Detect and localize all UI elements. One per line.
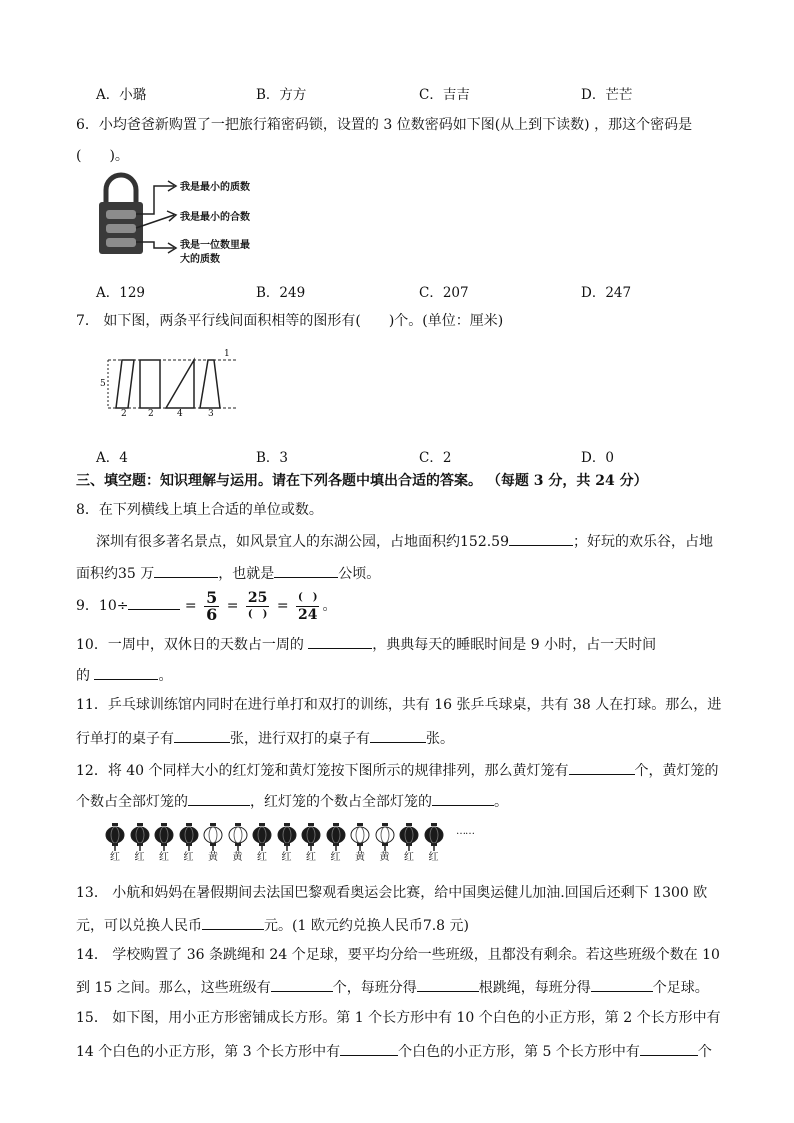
lantern-icon xyxy=(202,822,224,852)
height-label: 5 xyxy=(100,379,106,389)
lantern-icon xyxy=(374,822,396,852)
lantern-icon xyxy=(398,822,420,852)
lantern-label: 黄 xyxy=(232,852,243,863)
q7-option-c[interactable]: C．2 xyxy=(419,450,452,466)
fraction-25-num: 25 xyxy=(247,589,268,606)
q11-text-1: 行单打的桌子有 xyxy=(76,731,174,747)
q6-answer-paren: ( )。 xyxy=(76,148,129,164)
lantern-label: 红 xyxy=(428,852,439,863)
lantern-icon xyxy=(276,822,298,852)
lock-figure xyxy=(96,172,276,264)
q14-text-2: 个，每班分得 xyxy=(332,980,417,996)
lantern-icon xyxy=(325,822,347,852)
lantern-label: 黄 xyxy=(355,852,365,863)
q6-options xyxy=(96,281,736,301)
q14-blank-3[interactable] xyxy=(591,976,653,992)
lantern-label: 红 xyxy=(183,852,194,863)
q8-text-4: ，也就是 xyxy=(218,566,275,582)
q11-blank-2[interactable] xyxy=(370,727,426,743)
q12-line-2 xyxy=(76,790,508,812)
fraction-5-6-num: 5 xyxy=(206,587,218,607)
bottom-label-1: 2 xyxy=(121,409,127,419)
lantern-label: 红 xyxy=(110,852,120,863)
lantern-icon xyxy=(153,822,175,852)
q10-text-4: 。 xyxy=(158,668,173,684)
lantern-icon xyxy=(129,822,151,852)
q14-question: 14． 学校购置了 36 条跳绳和 24 个足球，要平均分给一些班级，且都没有剩余。若这些班级个数在 10 xyxy=(76,947,720,963)
q5-option-b[interactable]: B．方方 xyxy=(256,87,307,103)
q15-question: 15． 如下图，用小正方形密铺成长方形。第 1 个长方形中有 10 个白色的小正方形，第 2 个长方形中有 xyxy=(76,1010,721,1026)
q13-blank-1[interactable] xyxy=(202,914,264,930)
q8-text-5: 公顷。 xyxy=(338,566,381,582)
q12-blank-2[interactable] xyxy=(188,790,250,806)
q9-lead: 9．10÷ xyxy=(76,598,129,614)
fraction-24-den: 24 xyxy=(298,606,318,623)
q5-option-a[interactable]: A．小璐 xyxy=(96,87,147,103)
red-lantern xyxy=(104,822,126,866)
q9-equation xyxy=(76,588,336,624)
top-label: 1 xyxy=(224,349,230,359)
lantern-icon xyxy=(227,822,249,852)
q7-option-d[interactable]: D．0 xyxy=(581,450,614,466)
q12-text-5: 。 xyxy=(494,794,508,810)
q15-text-1: 14 个白色的小正方形，第 3 个长方形中有 xyxy=(76,1044,341,1060)
section-3-heading: 三、填空题：知识理解与运用。请在下列各题中填出合适的答案。 （每题 3 分，共 24 分） xyxy=(76,473,648,489)
fraction-5-6 xyxy=(204,587,219,624)
q6-question: 6．小均爸爸新购置了一把旅行箱密码锁，设置的 3 位数密码如下图(从上到下读数) ，那这个密码是 xyxy=(76,117,693,133)
yellow-lantern xyxy=(202,822,224,866)
q12-text-1: 12．将 40 个同样大小的红灯笼和黄灯笼按下图所示的规律排列，那么黄灯笼有 xyxy=(76,763,569,779)
q8-question: 8．在下列横线上填上合适的单位或数。 xyxy=(76,502,323,518)
q13-text-1: 元，可以兑换人民币 xyxy=(76,918,202,934)
lantern-icon xyxy=(251,822,273,852)
yellow-lantern xyxy=(374,822,396,866)
q6-option-d[interactable]: D．247 xyxy=(581,285,632,301)
q7-question: 7． 如下图，两条平行线间面积相等的图形有( )个。(单位：厘米) xyxy=(76,313,504,329)
q7-options xyxy=(96,446,736,466)
q8-line-2 xyxy=(96,530,713,552)
q10-text-2: ，典典每天的睡眠时间是 9 小时，占一天时间 xyxy=(372,637,657,653)
q6-option-a[interactable]: A．129 xyxy=(96,285,146,301)
lantern-label: 红 xyxy=(159,852,169,863)
lantern-label: 黄 xyxy=(379,852,390,863)
q9-eq-3: = xyxy=(276,598,289,614)
yellow-lantern xyxy=(349,822,371,866)
yellow-lantern xyxy=(227,822,249,866)
q12-text-4: ，红灯笼的个数占全部灯笼的 xyxy=(250,794,432,810)
q14-blank-1[interactable] xyxy=(271,976,333,992)
lantern-label: 红 xyxy=(404,852,414,863)
red-lantern xyxy=(398,822,420,866)
q11-text-3: 张。 xyxy=(426,731,454,747)
lock-label-1: 我是最小的质数 xyxy=(180,182,250,193)
q11-blank-1[interactable] xyxy=(174,727,230,743)
lock-label-2: 我是最小的合数 xyxy=(180,212,250,223)
q15-blank-2[interactable] xyxy=(640,1040,698,1056)
fraction-5-6-den: 6 xyxy=(206,604,218,624)
lock-label-4: 大的质数 xyxy=(180,254,220,265)
red-lantern xyxy=(178,822,200,866)
fraction-25-x xyxy=(246,590,269,623)
q10-blank-1[interactable] xyxy=(308,633,372,649)
lantern-label: 红 xyxy=(281,852,292,863)
q14-text-4: 个足球。 xyxy=(652,980,709,996)
q10-line-1 xyxy=(76,633,656,655)
red-lantern xyxy=(325,822,347,866)
q5-option-d[interactable]: D．芒芒 xyxy=(581,87,633,103)
q12-text-3: 个数占全部灯笼的 xyxy=(76,794,188,810)
lantern-label: 红 xyxy=(330,852,341,863)
q6-option-b[interactable]: B．249 xyxy=(256,285,306,301)
red-lantern xyxy=(423,822,445,866)
q5-option-c[interactable]: C．吉吉 xyxy=(419,87,470,103)
q15-text-2: 个白色的小正方形，第 5 个长方形中有 xyxy=(398,1044,640,1060)
parallel-shapes-diagram xyxy=(96,352,246,422)
q8-blank-1[interactable] xyxy=(509,530,573,546)
fraction-x-24 xyxy=(296,590,319,623)
q13-question: 13． 小航和妈妈在暑假期间去法国巴黎观看奥运会比赛，给中国奥运健儿加油.回国后还剩下 1300 欧 xyxy=(76,885,708,901)
q14-text-3: 根跳绳，每班分得 xyxy=(478,980,591,996)
q8-text-1: 深圳有很多著名景点，如风景宜人的东湖公园，占地面积约152.59 xyxy=(96,534,509,550)
q9-eq-1: = xyxy=(184,598,197,614)
lantern-icon xyxy=(178,822,200,852)
q10-text-3: 的 xyxy=(76,668,90,684)
q12-blank-1[interactable] xyxy=(569,759,635,775)
q9-eq-2: = xyxy=(226,598,239,614)
lantern-label: 红 xyxy=(134,852,145,863)
q15-text-3: 个 xyxy=(697,1044,712,1060)
q11-line-2 xyxy=(76,727,454,749)
q12-blank-3[interactable] xyxy=(432,790,494,806)
lock-label-3: 我是一位数里最 xyxy=(180,240,250,251)
red-lantern xyxy=(153,822,175,866)
parallel-shapes-figure xyxy=(96,349,246,422)
q11-question: 11．乒乓球训练馆内同时在进行单打和双打的训练，共有 16 张乒乓球桌，共有 38 人在打球。那么，进 xyxy=(76,697,722,713)
q10-line-2 xyxy=(76,664,172,686)
q6-option-c[interactable]: C．207 xyxy=(419,285,469,301)
q12-line-1 xyxy=(76,759,719,781)
lantern-ellipsis: …… xyxy=(456,826,474,837)
q9-end: 。 xyxy=(322,598,337,614)
q14-line-2 xyxy=(76,976,709,998)
q15-blank-1[interactable] xyxy=(340,1040,398,1056)
red-lantern xyxy=(129,822,151,866)
red-lantern xyxy=(251,822,273,866)
fraction-25-den-blank[interactable]: ( ) xyxy=(247,608,268,620)
bottom-label-2: 2 xyxy=(148,409,154,419)
lantern-label: 红 xyxy=(257,852,267,863)
lantern-icon xyxy=(104,822,126,852)
q12-text-2: 个，黄灯笼的 xyxy=(634,763,719,779)
bottom-label-4: 3 xyxy=(208,409,214,419)
q9-blank-1[interactable] xyxy=(128,594,180,610)
q11-text-2: 张，进行双打的桌子有 xyxy=(230,731,370,747)
q15-line-2 xyxy=(76,1040,712,1062)
fraction-24-num-blank[interactable]: ( ) xyxy=(296,590,319,607)
q14-text-1: 到 15 之间。那么，这些班级有 xyxy=(76,980,271,996)
q10-text-1: 10．一周中，双休日的天数占一周的 xyxy=(76,637,304,653)
lantern-icon xyxy=(300,822,322,852)
q7-option-b[interactable]: B．3 xyxy=(256,450,289,466)
q10-blank-2[interactable] xyxy=(94,664,158,680)
q8-blank-2[interactable] xyxy=(154,562,218,578)
lantern-label: 红 xyxy=(306,852,316,863)
red-lantern xyxy=(300,822,322,866)
q5-options xyxy=(96,83,736,103)
q13-line-2 xyxy=(76,914,469,936)
q13-text-2: 元。(1 欧元约兑换人民币7.8 元) xyxy=(264,918,469,934)
lantern-label: 黄 xyxy=(208,852,218,863)
q8-line-3 xyxy=(76,562,380,584)
lantern-icon xyxy=(423,822,445,852)
q8-text-3: 面积约35 万 xyxy=(76,566,155,582)
q8-text-2: ；好玩的欢乐谷，占地 xyxy=(573,534,713,550)
q14-blank-2[interactable] xyxy=(417,976,479,992)
lantern-icon xyxy=(349,822,371,852)
q8-blank-3[interactable] xyxy=(274,562,338,578)
red-lantern xyxy=(276,822,298,866)
bottom-label-3: 4 xyxy=(177,409,183,419)
q7-option-a[interactable]: A．4 xyxy=(96,450,128,466)
